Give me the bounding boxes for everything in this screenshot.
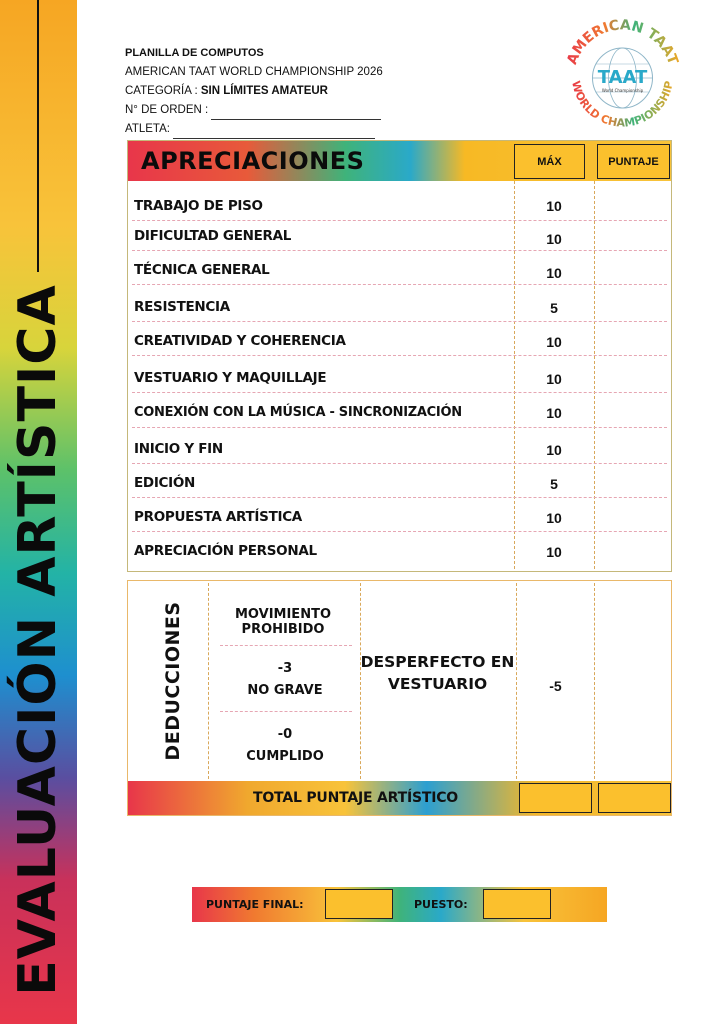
logo-subtitle: World Championship — [601, 88, 644, 93]
table-row — [128, 464, 671, 498]
order-field[interactable] — [211, 109, 381, 120]
criterion-max: 5 — [550, 300, 558, 316]
criterion-max: 10 — [546, 544, 562, 560]
criterion-label: TRABAJO DE PISO — [134, 198, 263, 214]
final-score-box[interactable] — [325, 889, 393, 919]
logo-ring-top: AMERICAN TAAT — [564, 17, 681, 67]
category-label: CATEGORÍA : — [125, 85, 198, 97]
table-row — [128, 430, 671, 464]
final-score-label: PUNTAJE FINAL: — [206, 898, 304, 911]
minor-value: -3 — [277, 661, 293, 676]
row-divider — [220, 711, 352, 712]
logo-center: TAAT — [597, 67, 648, 88]
criterion-max: 10 — [546, 265, 562, 281]
row-divider — [220, 645, 352, 646]
criterion-label: PROPUESTA ARTÍSTICA — [134, 509, 302, 525]
total-band — [128, 781, 671, 815]
table-row — [128, 251, 671, 285]
appreciations-table — [127, 140, 672, 572]
column-divider — [208, 583, 209, 779]
table-title: APRECIACIONES — [141, 147, 365, 175]
athlete-line — [125, 120, 383, 139]
table-row — [128, 532, 671, 566]
fulfilled-label: CUMPLIDO — [246, 749, 324, 764]
criterion-label: VESTUARIO Y MAQUILLAJE — [134, 370, 327, 386]
criterion-label: APRECIACIÓN PERSONAL — [134, 543, 317, 559]
score-header: PUNTAJE — [597, 144, 670, 179]
form-title: PLANILLA DE COMPUTOS — [125, 47, 264, 59]
table-row — [128, 322, 671, 356]
table-row — [128, 217, 671, 251]
criterion-max: 10 — [546, 405, 562, 421]
total-score-box[interactable] — [598, 783, 671, 813]
header — [125, 44, 383, 139]
category-value: SIN LÍMITES AMATEUR — [200, 85, 328, 97]
criterion-max: 10 — [546, 442, 562, 458]
table-row — [128, 359, 671, 393]
criterion-max: 5 — [550, 476, 558, 492]
championship-logo — [560, 14, 685, 139]
place-label: PUESTO: — [414, 898, 468, 911]
criterion-label: INICIO Y FIN — [134, 441, 223, 457]
athlete-label: ATLETA: — [125, 123, 170, 135]
event-name: AMERICAN TAAT WORLD CHAMPIONSHIP 2026 — [125, 66, 383, 78]
costume-defect-value: -5 — [549, 678, 562, 694]
criterion-max: 10 — [546, 371, 562, 387]
criterion-max: 10 — [546, 510, 562, 526]
order-line — [125, 101, 383, 120]
column-divider — [594, 583, 595, 779]
deductions-label: DEDUCCIONES — [162, 601, 184, 761]
side-divider-line — [37, 0, 39, 272]
table-row — [128, 288, 671, 322]
side-title: EVALUACIÓN ARTÍSTICA — [8, 284, 68, 996]
criterion-label: RESISTENCIA — [134, 299, 230, 315]
criterion-label: EDICIÓN — [134, 475, 196, 491]
order-label: N° DE ORDEN : — [125, 104, 209, 116]
column-divider — [516, 583, 517, 779]
final-band — [192, 887, 607, 922]
criterion-max: 10 — [546, 198, 562, 214]
max-header: MÁX — [514, 144, 585, 179]
prohibited-move: MOVIMIENTO PROHIBIDO — [235, 607, 331, 637]
fulfilled-value: -0 — [277, 727, 293, 742]
total-label: TOTAL PUNTAJE ARTÍSTICO — [253, 790, 458, 806]
athlete-field[interactable] — [173, 128, 375, 139]
logo-ring-bottom: WORLD CHAMPIONSHIP — [569, 79, 676, 130]
criterion-label: CREATIVIDAD Y COHERENCIA — [134, 333, 346, 349]
side-bar — [0, 0, 77, 1024]
table-header — [128, 141, 671, 181]
criterion-max: 10 — [546, 231, 562, 247]
total-max-box[interactable] — [519, 783, 592, 813]
table-row — [128, 187, 671, 221]
criterion-label: TÉCNICA GENERAL — [134, 262, 270, 278]
minor-label: NO GRAVE — [247, 683, 323, 698]
table-row — [128, 394, 671, 428]
category-line — [125, 82, 383, 101]
criterion-max: 10 — [546, 334, 562, 350]
deductions-table — [127, 580, 672, 816]
criterion-label: DIFICULTAD GENERAL — [134, 228, 292, 244]
table-row — [128, 498, 671, 532]
place-box[interactable] — [483, 889, 551, 919]
criterion-label: CONEXIÓN CON LA MÚSICA - SINCRONIZACIÓN — [134, 405, 462, 420]
costume-defect: DESPERFECTO EN VESTUARIO — [360, 653, 515, 693]
